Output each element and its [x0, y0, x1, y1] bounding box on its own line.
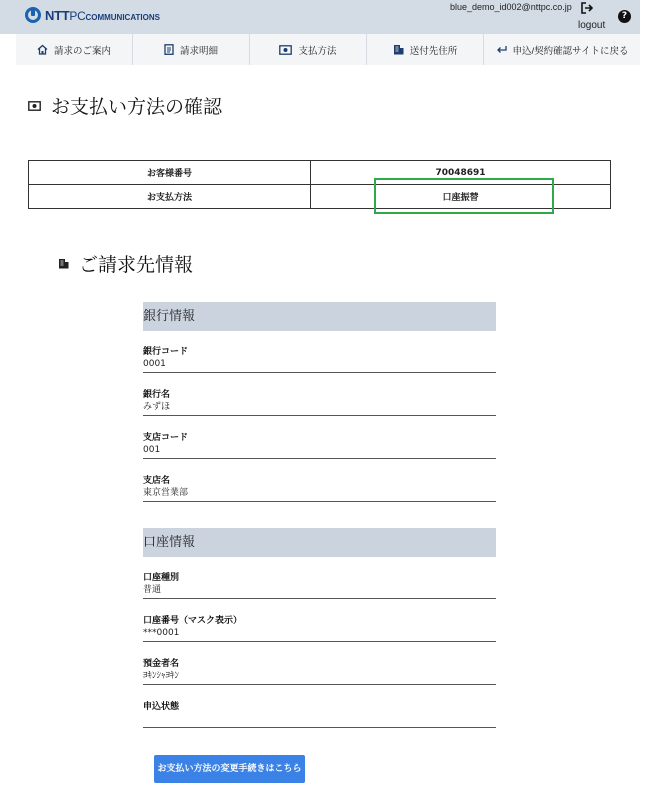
payment-method-highlight: [374, 178, 554, 214]
field-label: 預金者名: [143, 659, 180, 669]
payment-icon: [279, 45, 292, 55]
account-info-heading: 口座情報: [143, 528, 496, 557]
nav-item-label: 送付先住所: [409, 45, 458, 57]
nav-item-label: 請求のご案内: [53, 45, 111, 57]
branch-name-field: [143, 473, 496, 502]
nav-item-label: 申込/契約確認サイトに戻る: [512, 45, 629, 57]
billing-info-title: [58, 250, 193, 277]
home-icon: [37, 44, 48, 55]
field-label: 支店名: [143, 476, 171, 486]
document-icon: [164, 44, 174, 55]
customer-number-label: お客様番号: [29, 161, 311, 185]
company-logo[interactable]: [25, 7, 160, 23]
page-title: [28, 92, 222, 119]
account-info-section: [143, 528, 496, 728]
user-email: blue_demo_id002@nttpc.co.jp: [450, 2, 572, 12]
main-nav: [16, 34, 640, 65]
bank-info-heading: 銀行情報: [143, 302, 496, 331]
field-label: 口座種別: [143, 573, 180, 583]
field-value: 東京営業部: [143, 485, 496, 502]
field-label: 支店コード: [143, 433, 189, 443]
field-label: 申込状態: [143, 702, 180, 712]
help-icon[interactable]: ?: [618, 10, 631, 23]
field-value: 普通: [143, 582, 496, 599]
nav-item-payment-method[interactable]: [250, 34, 367, 65]
field-value: [143, 711, 496, 728]
application-status-field: [143, 699, 496, 728]
nav-item-label: 支払方法: [298, 45, 337, 57]
field-label: 銀行名: [143, 390, 171, 400]
top-header: [0, 0, 640, 34]
nav-item-shipping-address[interactable]: [367, 34, 484, 65]
logo-text: NTTPCCOMMUNICATIONS: [45, 7, 160, 23]
customer-number-value: 70048691: [311, 161, 611, 185]
nav-item-billing-guide[interactable]: [16, 34, 133, 65]
billing-info-title-text: ご請求先情報: [79, 254, 194, 276]
field-value: ***0001: [143, 625, 496, 642]
return-arrow-icon: [496, 45, 507, 54]
logout-icon[interactable]: [580, 1, 594, 15]
building-icon: [393, 44, 404, 55]
account-type-field: [143, 570, 496, 599]
account-number-field: [143, 613, 496, 642]
nav-item-label: 請求明細: [179, 45, 218, 57]
field-value: 0001: [143, 356, 496, 373]
bank-code-field: [143, 344, 496, 373]
logo-mark-icon: [25, 7, 41, 23]
account-holder-field: [143, 656, 496, 685]
page-title-text: お支払い方法の確認: [51, 96, 223, 118]
branch-code-field: [143, 430, 496, 459]
payment-method-value: 口座振替: [311, 185, 611, 209]
field-value: みずほ: [143, 399, 496, 416]
bank-info-section: [143, 302, 496, 502]
field-label: 口座番号（マスク表示）: [143, 616, 243, 626]
field-value: ﾖｷﾝｼｬﾖｷﾝ: [143, 668, 496, 685]
bank-name-field: [143, 387, 496, 416]
payment-method-label: お支払方法: [29, 185, 311, 209]
field-label: 銀行コード: [143, 347, 189, 357]
field-value: 001: [143, 442, 496, 459]
nav-item-return-to-contract-site[interactable]: [484, 34, 640, 65]
logout-link[interactable]: logout: [578, 20, 606, 31]
payment-icon: [28, 101, 41, 111]
building-icon: [58, 258, 69, 269]
change-payment-method-button[interactable]: お支払い方法の変更手続きはこちら: [154, 755, 305, 783]
nav-item-billing-details[interactable]: [133, 34, 250, 65]
